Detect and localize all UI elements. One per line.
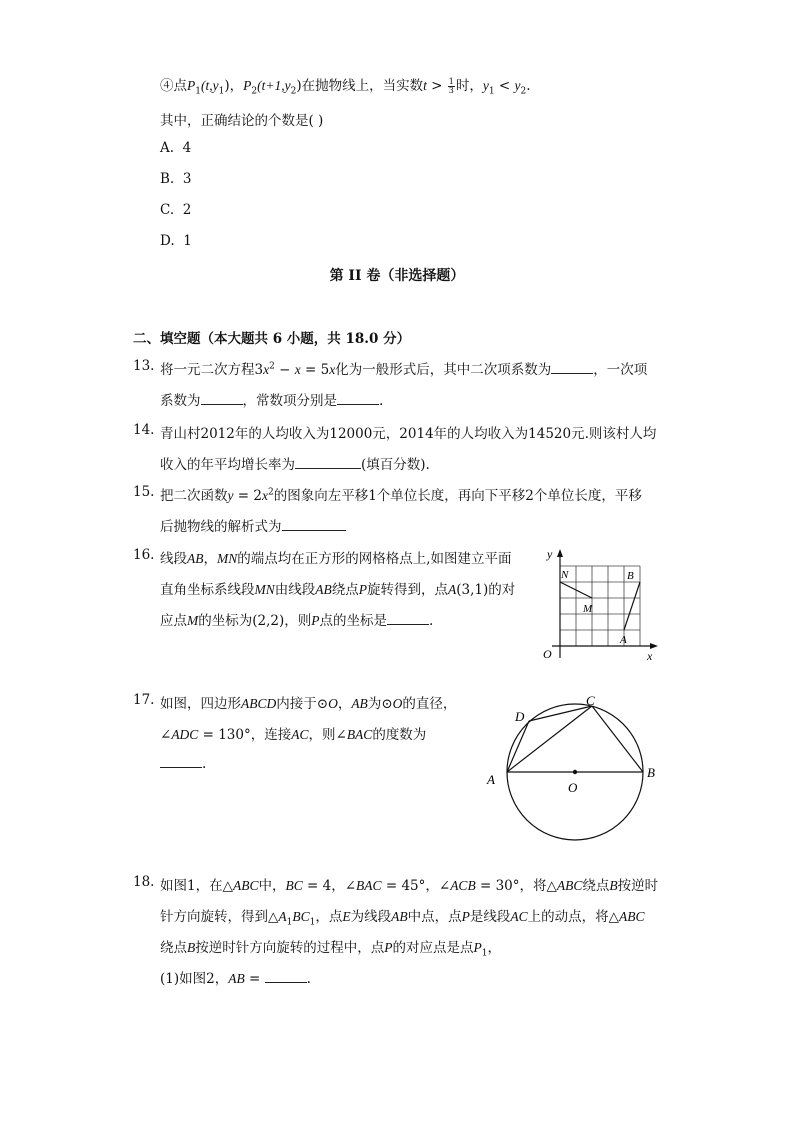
- option-a[interactable]: [160, 140, 191, 156]
- label-b: B: [627, 570, 634, 582]
- text: = 2: [233, 488, 262, 504]
- text: 将一元二次方程3: [160, 362, 264, 378]
- superscript: 2: [267, 487, 274, 498]
- triangle-symbol: △: [222, 878, 233, 894]
- var: BAC: [356, 878, 382, 893]
- var: BAC: [346, 727, 373, 742]
- text: 上的动点，将: [527, 909, 609, 925]
- var: E: [342, 909, 351, 924]
- subscript: 1: [309, 917, 316, 928]
- label-b: B: [647, 765, 655, 780]
- superscript: 2: [269, 361, 275, 372]
- text: = 4，∠: [302, 878, 357, 894]
- var: AB: [351, 696, 368, 711]
- subscript: 2: [290, 86, 297, 97]
- center-point: [573, 770, 577, 774]
- gt-sign: >: [426, 78, 447, 94]
- var: B: [187, 940, 196, 955]
- var-x: x: [261, 488, 268, 503]
- text: 的图象向左平移1个单位长度，再向下平移2个单位长度，平移: [273, 488, 642, 504]
- q16-line3: [160, 609, 433, 629]
- text: ，常数项分别是: [242, 393, 337, 409]
- text: ): [296, 78, 302, 94]
- var: BC: [285, 878, 303, 893]
- text: .: [429, 613, 434, 629]
- text: .: [202, 756, 207, 772]
- text: 中，: [258, 878, 286, 894]
- subscript: 2: [251, 86, 258, 97]
- var-p: P: [187, 78, 196, 93]
- var: MN: [217, 551, 238, 566]
- q18-line1: [160, 874, 658, 894]
- text: .: [526, 78, 531, 94]
- text: ，: [337, 696, 352, 712]
- var: A: [278, 909, 287, 924]
- text: 是线段: [469, 909, 511, 925]
- part2-heading: 二、填空题（本大题共 6 小题，共 18.0 分）: [133, 331, 411, 347]
- q17-circle-figure: [480, 688, 670, 850]
- q18-line4: [160, 967, 311, 987]
- var-p: P: [243, 78, 252, 93]
- text: 直角坐标系线段: [160, 582, 255, 598]
- var: O: [328, 696, 338, 711]
- label-a: A: [487, 772, 495, 787]
- text: 旋转得到，点: [367, 582, 448, 598]
- q12-item4: [160, 74, 531, 97]
- q17-number: 17.: [133, 692, 155, 708]
- var-x: x: [329, 362, 336, 377]
- option-value: 3: [182, 171, 192, 187]
- q15-number: 15.: [133, 484, 155, 500]
- text: 中点，点: [407, 909, 462, 925]
- var: AB: [391, 909, 408, 924]
- answer-blank[interactable]: [160, 755, 202, 768]
- section-title: 第 II 卷（非选择题）: [329, 268, 465, 284]
- option-value: 4: [182, 140, 192, 156]
- text: 针方向旋转，得到: [160, 909, 268, 925]
- label-d: D: [515, 709, 525, 724]
- text: ，点: [315, 909, 343, 925]
- var: P: [473, 940, 482, 955]
- text: 如图，四边形: [160, 696, 241, 712]
- lt-sign: <: [494, 78, 515, 94]
- text: 时，: [455, 78, 483, 94]
- subscript: 1: [488, 86, 495, 97]
- text: = 5: [300, 362, 330, 378]
- var: P: [461, 909, 470, 924]
- text: 由线段: [274, 582, 316, 598]
- text: = 45°，∠: [381, 878, 451, 894]
- q13-line2: [160, 389, 383, 409]
- var: ADC: [171, 727, 199, 742]
- q17-line1: [160, 692, 456, 712]
- label-m: M: [583, 603, 593, 615]
- text: 的对应点是点: [392, 940, 474, 956]
- text: 点: [173, 78, 187, 94]
- option-letter: A.: [160, 140, 175, 156]
- triangle-symbol: △: [546, 878, 557, 894]
- text: 的直径，: [402, 696, 457, 712]
- answer-blank[interactable]: [265, 970, 307, 983]
- var: ABC: [232, 878, 259, 893]
- var: B: [609, 878, 618, 893]
- var: P: [384, 940, 393, 955]
- text: 的坐标为(2,2)，则: [198, 613, 312, 629]
- q14-line2: [160, 453, 430, 473]
- answer-blank[interactable]: [295, 456, 361, 469]
- q13-number: 13.: [133, 358, 155, 374]
- answer-blank-3[interactable]: [337, 392, 379, 405]
- subscript: 1: [286, 917, 293, 928]
- text: .: [379, 393, 384, 409]
- var: P: [311, 613, 320, 628]
- circle-number: ④: [160, 78, 174, 94]
- option-letter: C.: [160, 202, 175, 218]
- text: 按逆时针方向旋转的过程中，点: [195, 940, 385, 956]
- segment-cb: [592, 706, 643, 772]
- var-x: x: [263, 362, 270, 377]
- option-b[interactable]: [160, 171, 191, 187]
- var: AC: [291, 727, 309, 742]
- text: 绕点: [331, 582, 359, 598]
- text: .: [306, 971, 311, 987]
- q18-number: 18.: [133, 874, 155, 890]
- var: MN: [254, 582, 275, 597]
- text: = 130°，连接: [198, 727, 292, 743]
- text: 点的坐标是: [319, 613, 388, 629]
- label-x: x: [647, 649, 653, 663]
- circle-symbol: ⊙: [381, 696, 393, 712]
- math-args: (t+1,y: [257, 78, 291, 93]
- option-d[interactable]: [160, 233, 192, 249]
- text: 线段: [160, 551, 187, 567]
- segment-ad: [507, 721, 529, 772]
- text: 按逆时: [617, 878, 659, 894]
- var: ABC: [619, 909, 645, 924]
- var: AB: [315, 582, 332, 597]
- var: ACB: [450, 878, 476, 893]
- var-x: x: [294, 362, 301, 377]
- var: O: [392, 696, 403, 711]
- q14-line1: 青山村2012年的人均收入为12000元，2014年的人均收入为14520元.则该村人均: [160, 426, 657, 442]
- circle-symbol: ⊙: [316, 696, 329, 712]
- fraction: [448, 78, 455, 95]
- text: 的度数为: [372, 727, 427, 743]
- q16-number: 16.: [133, 547, 155, 563]
- label-c: C: [586, 693, 595, 708]
- text: 内接于: [276, 696, 317, 712]
- var: AB: [228, 971, 245, 986]
- subscript: 1: [481, 948, 488, 959]
- q15-line1: [160, 484, 642, 504]
- q15-line2: [160, 515, 346, 535]
- subscript: 2: [520, 86, 527, 97]
- segment-ab: [624, 582, 640, 630]
- q17-line3: [160, 755, 206, 772]
- q12-question: 其中，正确结论的个数是( ): [160, 113, 324, 129]
- text: 系数为: [160, 393, 201, 409]
- text: 绕点: [160, 940, 187, 956]
- text: 绕点: [582, 878, 610, 894]
- text: (3,1)的对: [456, 582, 516, 598]
- q13-line1: [160, 358, 647, 378]
- q16-line2: [160, 578, 515, 598]
- var: ABC: [556, 878, 583, 893]
- frac-den: 3: [448, 86, 454, 95]
- text: 收入的年平均增长率为: [160, 457, 295, 473]
- frac-num: 1: [448, 77, 454, 86]
- text: 如图1，在: [160, 878, 223, 894]
- text: −: [274, 362, 295, 378]
- var: AC: [510, 909, 528, 924]
- math-args: (t,y: [200, 78, 219, 93]
- option-value: 2: [182, 202, 192, 218]
- label-y: y: [547, 547, 553, 561]
- subscript: 1: [195, 86, 201, 97]
- text: (填百分数).: [361, 457, 430, 473]
- text: )，: [224, 78, 244, 94]
- label-o: O: [543, 647, 552, 661]
- q14-number: 14.: [133, 422, 155, 438]
- var-t: t: [423, 78, 427, 93]
- text: 为: [367, 696, 382, 712]
- text: (1)如图2，: [160, 971, 229, 987]
- option-c[interactable]: [160, 202, 191, 218]
- text: =: [244, 971, 265, 987]
- var-y: y: [514, 78, 521, 93]
- triangle-symbol: △: [608, 909, 620, 925]
- text: ，一次项: [593, 362, 648, 378]
- text: ，则∠: [308, 727, 347, 743]
- q17-line2: [160, 723, 426, 743]
- triangle-symbol: △: [268, 909, 279, 925]
- text: ，: [203, 551, 217, 567]
- var: P: [358, 582, 367, 597]
- label-o: O: [568, 780, 578, 795]
- var: M: [187, 613, 199, 628]
- var-y: y: [482, 78, 489, 93]
- q18-line3: [160, 936, 501, 959]
- option-value: 1: [183, 233, 192, 249]
- text: 为线段: [350, 909, 392, 925]
- text: 后抛物线的解析式为: [160, 519, 282, 535]
- text: ，: [487, 940, 501, 956]
- text: 在抛物线上，当实数: [301, 78, 424, 94]
- text: 化为一般形式后，其中二次项系数为: [335, 362, 552, 378]
- var: A: [448, 582, 457, 597]
- option-letter: D.: [160, 233, 175, 249]
- label-n: N: [561, 569, 569, 581]
- answer-blank[interactable]: [282, 518, 346, 531]
- q16-grid-figure: [540, 540, 665, 665]
- subscript: 1: [218, 86, 225, 97]
- answer-blank[interactable]: [387, 612, 429, 625]
- var: AB: [187, 551, 204, 566]
- option-letter: B.: [160, 171, 175, 187]
- var: BC: [292, 909, 310, 924]
- var: ABCD: [241, 696, 277, 711]
- y-axis-arrow: [557, 549, 563, 557]
- q16-line1: [160, 547, 512, 567]
- label-a: A: [620, 634, 627, 646]
- answer-blank-2[interactable]: [201, 392, 243, 405]
- q18-line2: [160, 905, 645, 928]
- text: 把二次函数: [160, 488, 228, 504]
- text: 应点: [160, 613, 187, 629]
- text: = 30°，将: [475, 878, 547, 894]
- var-y: y: [227, 488, 234, 503]
- answer-blank-1[interactable]: [551, 361, 593, 374]
- text: ∠: [160, 727, 172, 743]
- text: 的端点均在正方形的网格格点上,如图建立平面: [237, 551, 512, 567]
